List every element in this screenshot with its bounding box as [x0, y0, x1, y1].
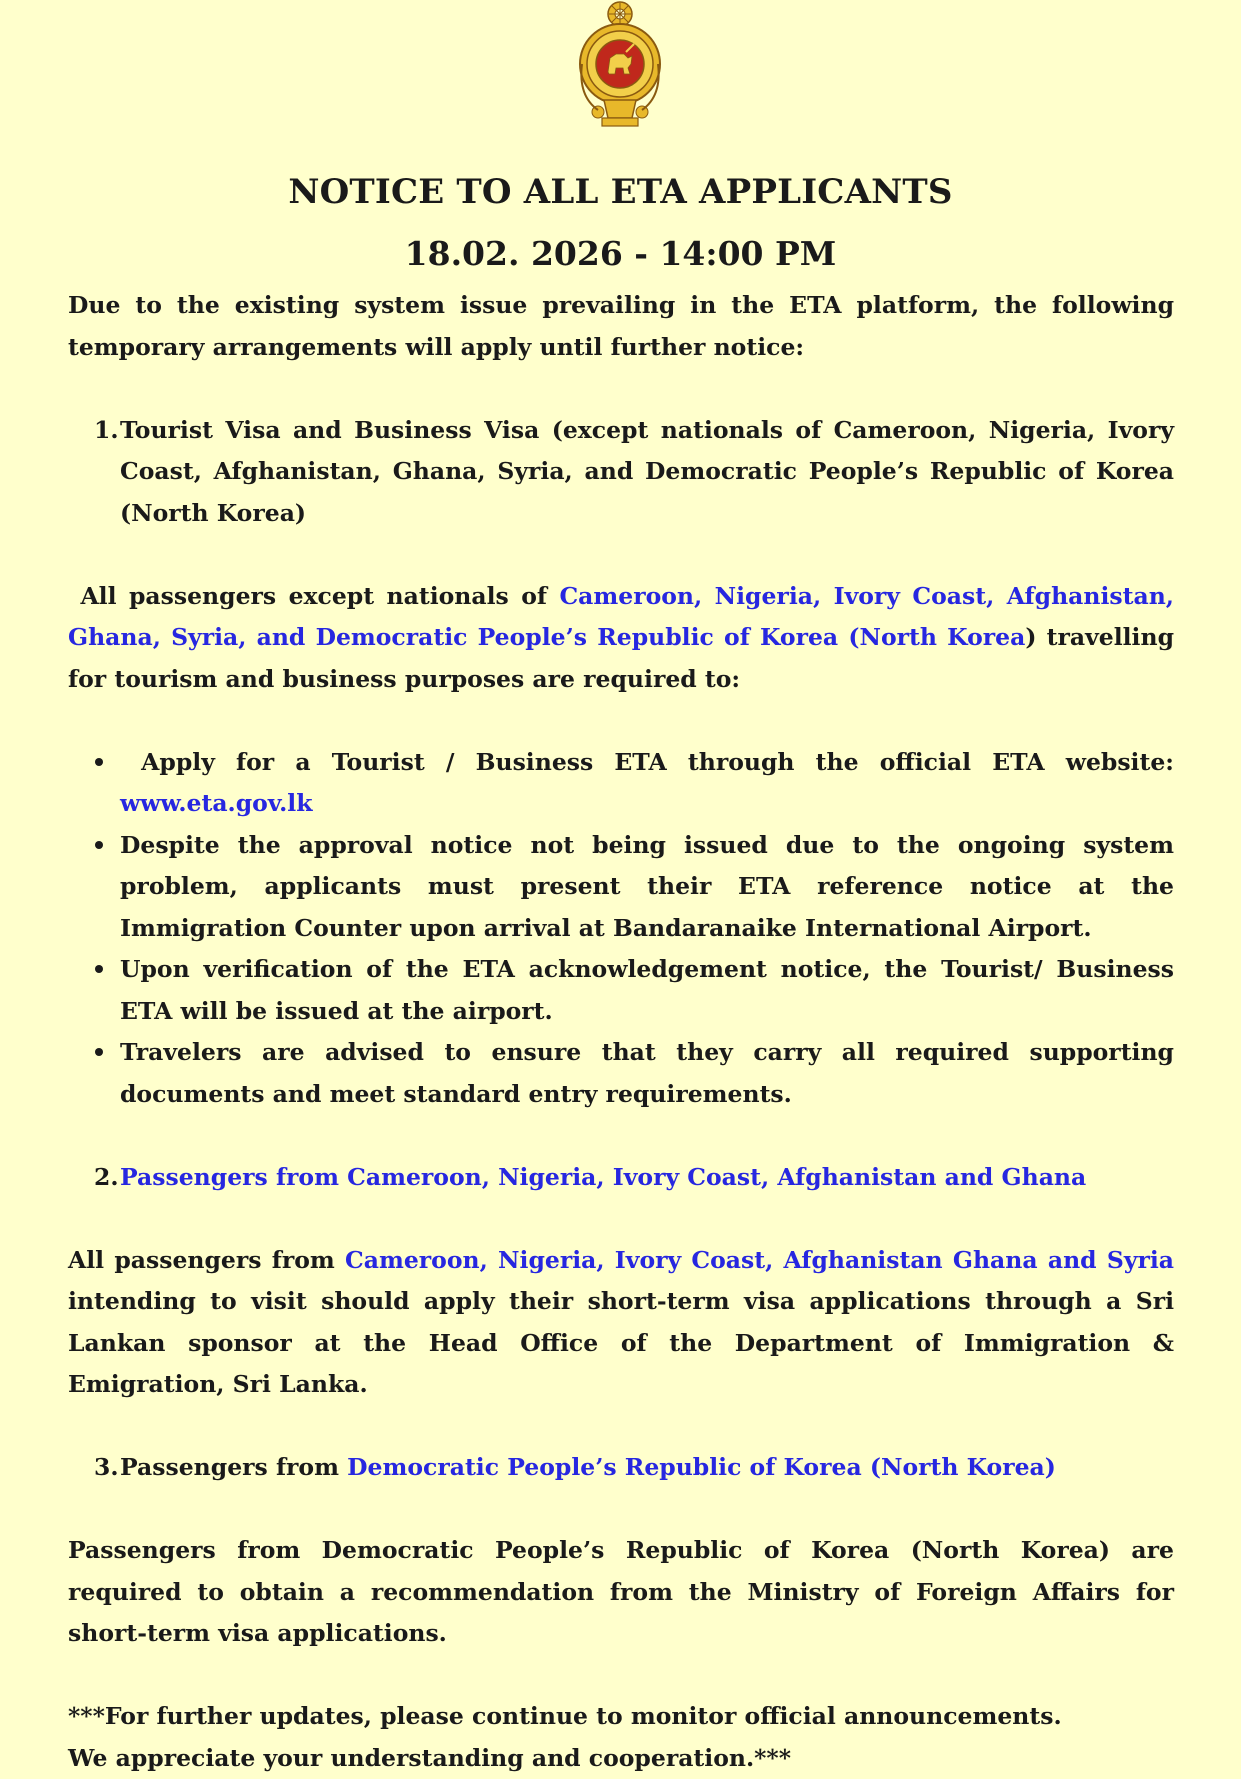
list-item: Despite the approval notice not being issued due to the ongoing system problem, applicants must present their ETA reference notice at the Immigration Counter upon arrival at Bandaranaike International Airport. — [120, 825, 1174, 950]
requirements-list — [68, 742, 1174, 1116]
section-number: 2. — [94, 1157, 119, 1199]
section-1-heading — [68, 410, 1174, 535]
footer-line-2: We appreciate your understanding and cooperation.*** — [68, 1738, 1174, 1779]
section-1-paragraph — [68, 576, 1174, 701]
notice-title: NOTICE TO ALL ETA APPLICANTS — [0, 172, 1241, 212]
paragraph-text: All passengers from — [68, 1246, 345, 1274]
country-list: Cameroon, Nigeria, Ivory Coast, Afghanistan, Ghana, Syria, and Democratic People’s Republic of Korea (North Korea — [68, 582, 1174, 652]
eta-website-link[interactable]: www.eta.gov.lk — [120, 789, 313, 817]
section-2-paragraph — [68, 1240, 1174, 1406]
list-item — [120, 742, 1174, 825]
section-heading-text: Passengers from — [120, 1453, 347, 1481]
section-heading-text: Tourist Visa and Business Visa (except nationals of Cameroon, Nigeria, Ivory Coast, Afghanistan, Ghana, Syria, and Democratic People’s Republic of Korea (North Korea) — [120, 416, 1174, 527]
notice-body — [68, 285, 1174, 1779]
list-item: Upon verification of the ETA acknowledgement notice, the Tourist/ Business ETA will be issued at the airport. — [120, 949, 1174, 1032]
notice-date: 18.02. 2026 - 14:00 PM — [0, 234, 1241, 273]
country-list: Cameroon, Nigeria, Ivory Coast, Afghanistan Ghana and Syria — [345, 1246, 1174, 1274]
paragraph-text: intending to visit should apply their short-term visa applications through a Sri Lankan sponsor at the Head Office of the Department of Immigration & Emigration, Sri Lanka. — [68, 1287, 1174, 1398]
country-name: Democratic People’s Republic of Korea (North Korea) — [347, 1453, 1056, 1481]
list-item: Travelers are advised to ensure that they carry all required supporting documents and meet standard entry requirements. — [120, 1032, 1174, 1115]
section-number: 3. — [94, 1447, 119, 1489]
footer-line-1: ***For further updates, please continue to monitor official announcements. — [68, 1696, 1174, 1738]
section-heading-text: Passengers from Cameroon, Nigeria, Ivory Coast, Afghanistan and Ghana — [120, 1163, 1086, 1191]
sri-lanka-emblem-icon — [568, 0, 672, 134]
list-item-text: Apply for a Tourist / Business ETA through the official ETA website: — [120, 748, 1182, 776]
section-2-heading — [68, 1157, 1174, 1199]
paragraph-text: All passengers except nationals of — [68, 582, 559, 610]
section-3-paragraph: Passengers from Democratic People’s Republic of Korea (North Korea) are required to obtain a recommendation from the Ministry of Foreign Affairs for short-term visa applications. — [68, 1530, 1174, 1655]
paragraph-text: ) travelling for tourism and business purposes are required to: — [68, 623, 1174, 693]
intro-paragraph: Due to the existing system issue prevailing in the ETA platform, the following temporary arrangements will apply until further notice: — [68, 285, 1174, 368]
section-number: 1. — [94, 410, 119, 452]
section-3-heading — [68, 1447, 1174, 1489]
